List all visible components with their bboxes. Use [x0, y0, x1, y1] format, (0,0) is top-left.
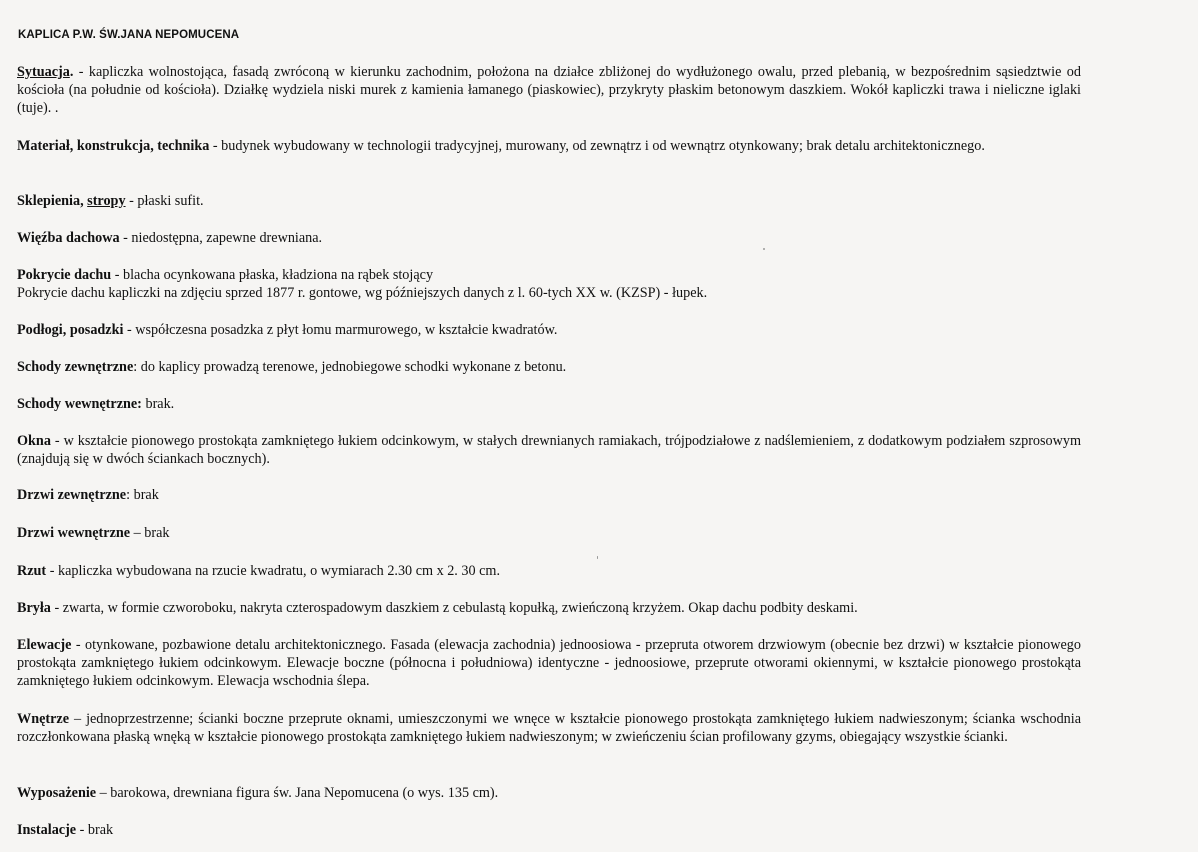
section-text-line2: Pokrycie dachu kapliczki na zdjęciu sprzed 1877 r. gontowe, wg późniejszych danych z l. 60-tych XX w. (KZSP) - łupek. — [17, 284, 708, 301]
section-label-underlined: Sytuacja — [17, 64, 70, 80]
section-label: Pokrycie dachu — [17, 267, 112, 283]
section-drzwi-zewnetrzne — [17, 487, 1081, 505]
section-text: - zwarta, w formie czworoboku, nakryta czterospadowym daszkiem z cebulastą kopułką, zwieńczoną krzyżem. Okap dachu podbity deskami. — [50, 600, 858, 616]
section-schody-zewnetrzne — [17, 359, 1081, 377]
section-label: Wnętrze — [17, 711, 69, 727]
section-text: - współczesna posadzka z płyt łomu marmurowego, w kształcie kwadratów. — [123, 322, 558, 338]
section-instalacje — [17, 822, 1081, 840]
section-label: Okna — [17, 433, 51, 449]
section-sklepienia — [17, 193, 1081, 211]
section-label: Schody wewnętrzne: — [17, 396, 142, 412]
scan-speck — [597, 556, 598, 559]
section-text: – brak — [130, 525, 170, 541]
section-label — [17, 64, 73, 80]
section-drzwi-wewnetrzne — [17, 525, 1081, 543]
section-label-tail: . — [69, 64, 74, 80]
section-text: - kapliczka wolnostojąca, fasadą zwróconą w kierunku zachodnim, położona na działce zbliżonej do wydłużonego owalu, przed plebanią, w bezpośrednim sąsiedztwie od kościoła (na południe od kościoła). Działkę wydziela niski murek z kamienia łamanego (piaskowiec), przykryty płaskim betonowym daszkiem. Wokół kapliczki trawa i nieliczne iglaki (tuje). . — [17, 64, 1081, 116]
section-text: - brak — [76, 822, 114, 838]
section-material — [17, 138, 1081, 156]
section-text: – barokowa, drewniana figura św. Jana Nepomucena (o wys. 135 cm). — [96, 785, 499, 801]
section-text: – jednoprzestrzenne; ścianki boczne przeprute oknami, umieszczonymi we wnęce w kształcie pionowego prostokąta zamkniętego łukiem nadwieszonym; ścianka wschodnia rozczłonkowana płaską wnęką w kształcie pionowego prostokąta zamkniętego łukiem nadwieszonym; w zwieńczeniu ścian profilowany gzyms, obiegający wszystkie ścianki. — [17, 711, 1081, 745]
section-wnetrze — [17, 711, 1081, 747]
section-text: - kapliczka wybudowana na rzucie kwadratu, o wymiarach 2.30 cm x 2. 30 cm. — [46, 563, 501, 579]
section-label: Bryła — [17, 600, 51, 616]
section-text: : do kaplicy prowadzą terenowe, jednobiegowe schodki wykonane z betonu. — [133, 359, 567, 375]
section-elewacje — [17, 637, 1081, 690]
section-pokrycie — [17, 267, 1081, 303]
section-label-part: Sklepienia, — [17, 193, 88, 209]
section-sytuacja — [17, 64, 1081, 117]
section-label: Elewacje — [17, 637, 72, 653]
section-schody-wewnetrzne — [17, 396, 1081, 414]
scan-speck — [763, 248, 765, 250]
section-label: Rzut — [17, 563, 47, 579]
section-label: Drzwi wewnętrzne — [17, 525, 131, 541]
section-label: Schody zewnętrzne — [17, 359, 134, 375]
section-text: brak. — [141, 396, 175, 412]
section-label: Podłogi, posadzki — [17, 322, 124, 338]
document-title: KAPLICA P.W. ŚW.JANA NEPOMUCENA — [18, 29, 240, 41]
section-text: - niedostępna, zapewne drewniana. — [119, 230, 323, 246]
section-label: Wyposażenie — [17, 785, 97, 801]
section-label: Materiał, konstrukcja, technika — [17, 138, 210, 154]
section-podlogi — [17, 322, 1081, 340]
section-label: Drzwi zewnętrzne — [17, 487, 127, 503]
section-text: - budynek wybudowany w technologii tradycyjnej, murowany, od zewnątrz i od wewnątrz otynkowany; brak detalu architektonicznego. — [209, 138, 985, 154]
section-label: Instalacje — [17, 822, 77, 838]
section-text: - otynkowane, pozbawione detalu architektonicznego. Fasada (elewacja zachodnia) jednoosiowa - przepruta otworem drzwiowym (obecnie bez drzwi) w kształcie pionowego prostokąta zamkniętego łukiem odcinkowym. Elewacje boczne (północna i południowa) identyczne - jednoosiowe, przeprute otworami okiennymi, w kształcie pionowego prostokąta zamkniętego łukiem odcinkowym. Elewacja wschodnia ślepa. — [17, 637, 1081, 689]
section-wiezba — [17, 230, 1081, 248]
section-label — [17, 193, 126, 209]
section-bryla — [17, 600, 1081, 618]
section-text: - płaski sufit. — [125, 193, 204, 209]
section-rzut — [17, 563, 1081, 581]
section-text: - w kształcie pionowego prostokąta zamkniętego łukiem odcinkowym, w stałych drewnianych ramiakach, trójpodziałowe z nadślemieniem, z dodatkowym podziałem szprosowym (znajdują się w dwóch ściankach bocznych). — [17, 433, 1081, 467]
section-label: Więźba dachowa — [17, 230, 120, 246]
section-okna — [17, 433, 1081, 469]
section-wyposazenie — [17, 785, 1081, 803]
section-text: : brak — [126, 487, 159, 503]
section-text: - blacha ocynkowana płaska, kładziona na rąbek stojący — [111, 267, 434, 283]
section-label-underlined: stropy — [87, 193, 126, 209]
